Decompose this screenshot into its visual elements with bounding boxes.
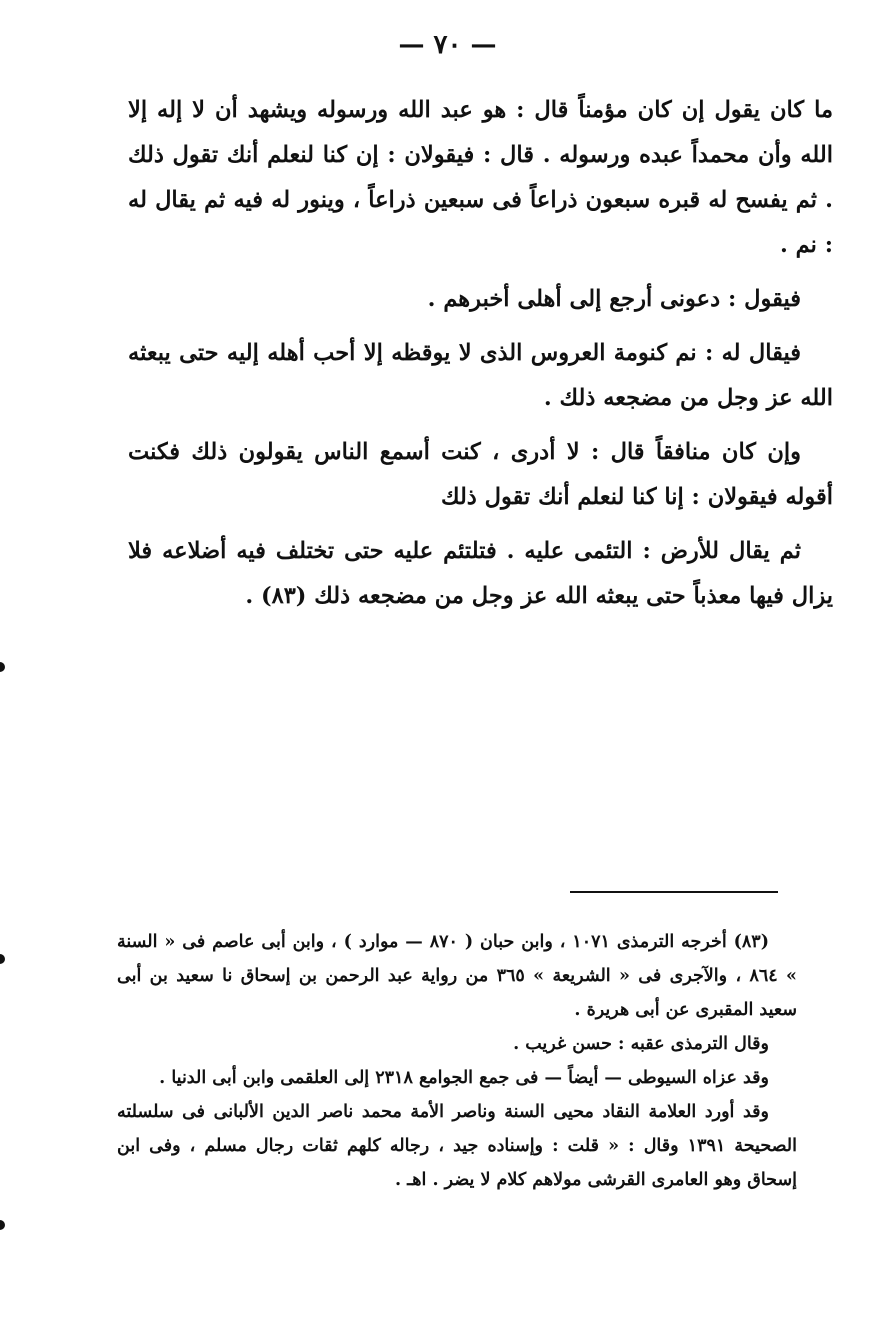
scan-edge-mark bbox=[0, 1220, 5, 1230]
scan-edge-mark bbox=[0, 954, 5, 964]
paragraph-5: ثم يقال للأرض : التئمى عليه . فتلتئم عليه حتى تختلف فيه أضلاعه فلا يزال فيها معذباً حتى يبعثه الله عز وجل من مضجعه ذلك (٨٣) . bbox=[128, 538, 833, 609]
footnote-separator bbox=[570, 891, 778, 893]
footnote-line-2: وقال الترمذى عقبه : حسن غريب . bbox=[513, 1034, 769, 1054]
main-text bbox=[128, 88, 833, 628]
footnotes bbox=[117, 925, 797, 1197]
page-number: — ٧٠ — bbox=[398, 30, 497, 60]
paragraph-4: وإن كان منافقاً قال : لا أدرى ، كنت أسمع الناس يقولون ذلك فكنت أقوله فيقولان : إنا كنا لنعلم أنك تقول ذلك bbox=[128, 439, 833, 510]
scan-edge-mark bbox=[0, 662, 5, 672]
paragraph-3: فيقال له : نم كنومة العروس الذى لا يوقظه إلا أحب أهله إليه حتى يبعثه الله عز وجل من مضجعه ذلك . bbox=[128, 340, 833, 411]
footnote-line-3: وقد عزاه السيوطى — أيضاً — فى جمع الجوامع ٢٣١٨ إلى العلقمى وابن أبى الدنيا . bbox=[159, 1068, 769, 1088]
footnote-83: (٨٣) أخرجه الترمذى ١٠٧١ ، وابن حبان ( ٨٧٠ — موارد ) ، وابن أبى عاصم فى « السنة » ٨٦٤ ، والآجرى فى « الشريعة » ٣٦٥ من رواية عبد الرحمن بن إسحاق نا سعيد بن أبى سعيد المقبرى عن أبى هريرة . bbox=[117, 932, 797, 1020]
paragraph-1: ما كان يقول إن كان مؤمناً قال : هو عبد الله ورسوله ويشهد أن لا إله إلا الله وأن محمداً عبده ورسوله . قال : فيقولان : إن كنا لنعلم أنك تقول ذلك . ثم يفسح له قبره سبعون ذراعاً فى سبعين ذراعاً ، وينور له فيه ثم يقال له : نم . bbox=[128, 97, 833, 258]
footnote-line-4: وقد أورد العلامة النقاد محيى السنة وناصر الأمة محمد ناصر الدين الألبانى فى سلسلته الصحيحة ١٣٩١ وقال : « قلت : وإسناده جيد ، رجاله كلهم ثقات رجال مسلم ، وفى ابن إسحاق وهو العامرى القرشى مولاهم كلام لا يضر . اهـ . bbox=[117, 1102, 798, 1190]
paragraph-2: فيقول : دعونى أرجع إلى أهلى أخبرهم . bbox=[427, 286, 801, 312]
